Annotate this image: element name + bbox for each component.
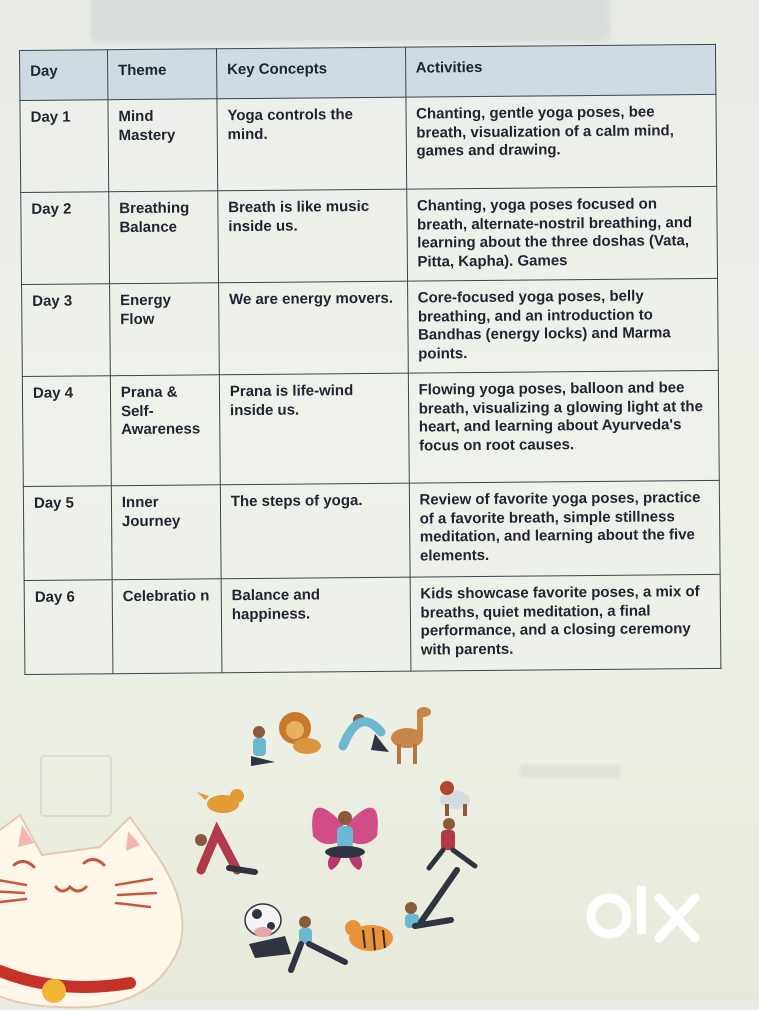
theme-cell: Energy Flow xyxy=(109,283,219,376)
concept-cell: Prana is life-wind inside us. xyxy=(219,373,409,485)
cat-sticker-icon xyxy=(0,795,195,1010)
lion-icon xyxy=(279,712,321,754)
kid-pose-icon xyxy=(405,870,457,928)
kid-pose-icon xyxy=(429,818,475,868)
theme-cell: Celebratio n xyxy=(112,579,222,674)
concept-cell: We are energy movers. xyxy=(218,281,408,375)
activities-cell: Review of favorite yoga poses, practice of a favorite breath, simple stillness meditation, and learning about the five elements. xyxy=(409,480,720,577)
yoga-kids-animals-circle-illustration xyxy=(175,700,515,990)
activities-cell: Chanting, yoga poses focused on breath, alternate-nostril breathing, and learning about the three doshas (Vata, Pitta, Kapha). Games xyxy=(406,186,717,281)
table-row xyxy=(22,370,719,486)
concept-cell: Breath is like music inside us. xyxy=(218,189,408,283)
day-cell: Day 6 xyxy=(24,580,113,675)
cow-icon xyxy=(245,904,291,958)
olx-watermark-logo xyxy=(585,880,720,952)
kid-pose-icon xyxy=(291,916,345,970)
table-row xyxy=(23,480,720,580)
fox-icon xyxy=(197,789,244,813)
theme-cell: Mind Mastery xyxy=(108,99,218,192)
day-cell: Day 5 xyxy=(23,486,112,581)
concept-cell: The steps of yoga. xyxy=(220,483,410,579)
kid-pose-icon xyxy=(251,726,275,766)
olx-logo-text: olx xyxy=(585,937,606,952)
activities-cell: Core-focused yoga poses, belly breathing, and an introduction to Bandhas (energy locks) and Marma points. xyxy=(407,278,718,373)
day-cell: Day 4 xyxy=(22,376,111,487)
table-row xyxy=(20,94,717,192)
table-row xyxy=(24,574,721,674)
theme-cell: Prana & Self-Awareness xyxy=(110,375,220,486)
faded-background-header xyxy=(90,0,610,42)
activities-cell: Kids showcase favorite poses, a mix of breaths, quiet meditation, a final performance, and a closing ceremony with parents. xyxy=(410,574,721,671)
faded-background-text xyxy=(520,765,620,777)
activities-cell: Chanting, gentle yoga poses, bee breath, visualization of a calm mind, games and drawing. xyxy=(405,94,716,189)
header-key-concepts: Key Concepts xyxy=(216,47,405,99)
kid-pose-icon xyxy=(343,714,389,752)
table-header-row xyxy=(20,44,716,100)
header-day: Day xyxy=(20,50,108,101)
theme-cell: Inner Journey xyxy=(111,485,221,580)
kid-pose-icon xyxy=(195,832,255,872)
theme-cell: Breathing Balance xyxy=(109,191,219,284)
concept-cell: Yoga controls the mind. xyxy=(217,97,407,191)
dog-icon xyxy=(440,781,470,816)
header-theme: Theme xyxy=(107,49,216,100)
day-cell: Day 2 xyxy=(21,192,110,285)
day-cell: Day 3 xyxy=(22,284,111,377)
header-activities: Activities xyxy=(405,44,716,97)
day-cell: Day 1 xyxy=(20,100,109,193)
concept-cell: Balance and happiness. xyxy=(221,577,411,673)
table-row xyxy=(21,186,718,284)
yoga-camp-schedule-table xyxy=(19,44,721,675)
tiger-icon xyxy=(345,920,393,951)
table-row xyxy=(22,278,719,376)
activities-cell: Flowing yoga poses, balloon and bee breath, visualizing a glowing light at the heart, and learning about Ayurveda's focus on root causes. xyxy=(408,370,719,483)
camel-icon xyxy=(391,707,431,764)
